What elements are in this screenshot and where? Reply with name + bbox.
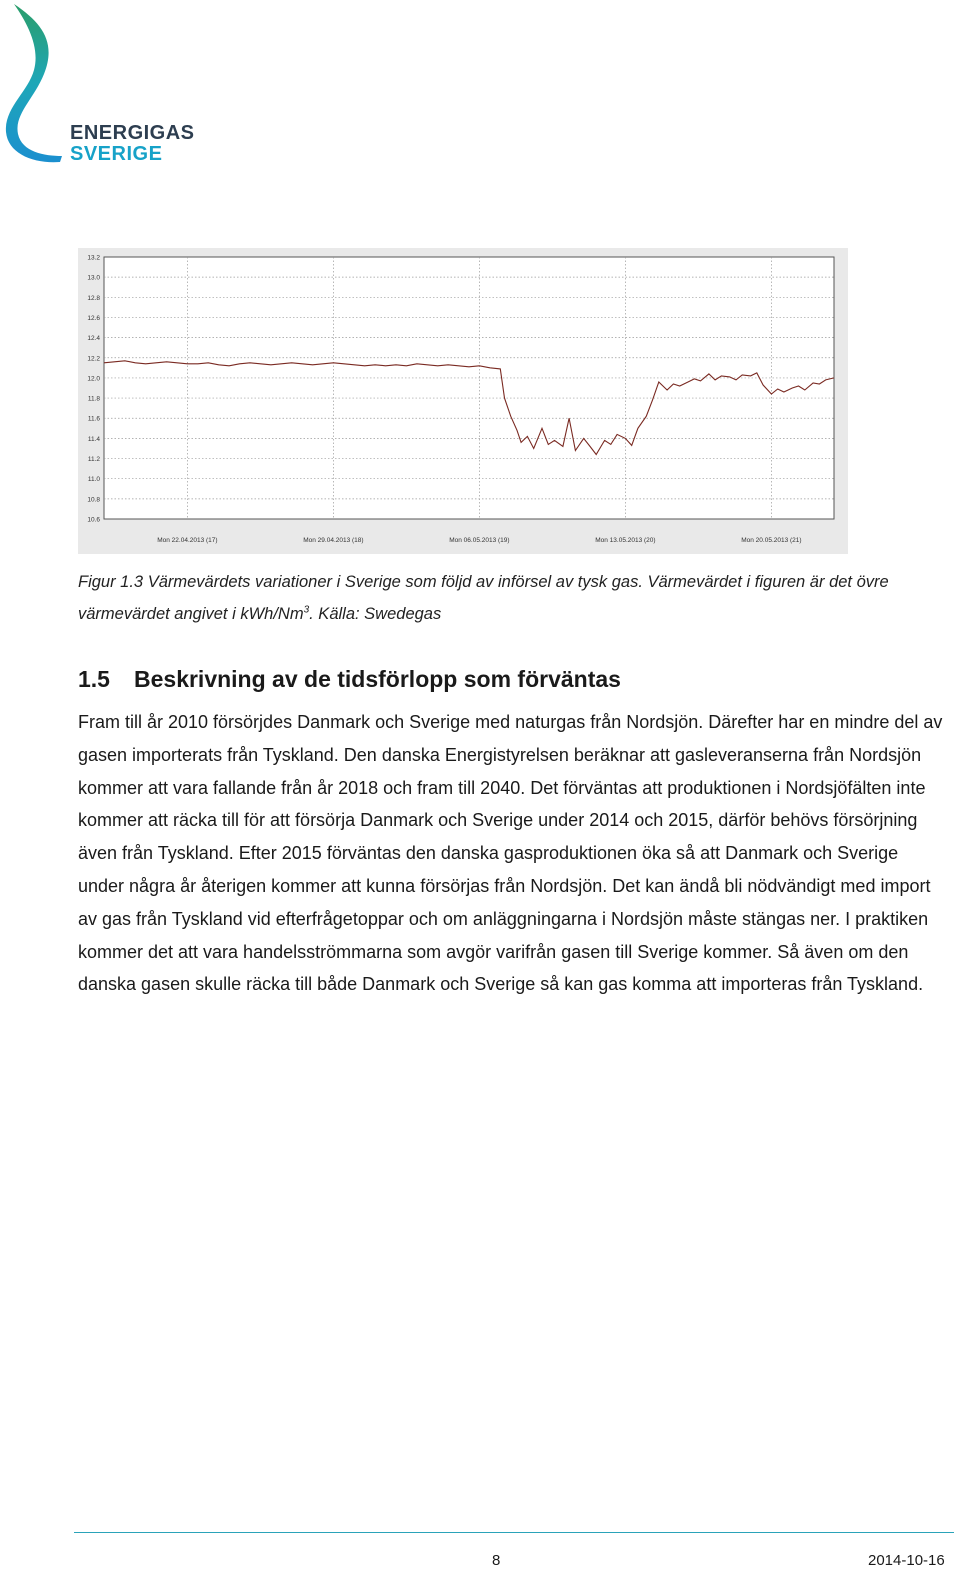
energigas-logo [4,4,194,164]
logo-text-sverige: SVERIGE [70,143,163,165]
y-tick-label: 11.2 [87,456,100,464]
y-tick-label: 11.6 [87,415,100,423]
caption-superscript: 3 [303,604,310,616]
y-tick-label: 12.8 [87,294,100,302]
y-tick-label: 11.4 [87,435,100,443]
calorific-value-chart [78,248,848,554]
y-tick-label: 10.6 [87,516,100,524]
x-tick-label: Mon 06.05.2013 (19) [449,537,510,544]
section-number: 1.5 [78,666,110,692]
plot-area [104,257,834,519]
y-tick-label: 12.2 [87,355,100,363]
body-paragraph: Fram till år 2010 försörjdes Danmark och Sverige med naturgas från Nordsjön. Därefter har en mindre del av gasen importerats från Tyskland. Den danska Energistyrelsen beräknar att gasleveranserna från Nordsjön kommer att vara fallande från år 2018 och fram till 2040. Det förväntas att produktionen i Nordsjöfälten inte kommer att räcka till för att försörja Danmark och Sverige under 2014 och 2015, därför behövs försörjning även från Tyskland. Efter 2015 förväntas den danska gasproduktionen öka så att Danmark och Sverige under några år återigen kommer att kunna försörjas från Nordsjön. Det kan ändå bli nödvändigt med import av gas från Tyskland vid efterfrågetoppar och om anläggningarna i Nordsjön måste stängas ner. I praktiken kommer det att vara handelsströmmarna som avgör varifrån gasen till Sverige kommer. Så även om den danska gasen skulle räcka till både Danmark och Sverige så kan gas komma att importeras från Tyskland. [78,712,943,995]
x-tick-label: Mon 22.04.2013 (17) [157,537,218,544]
y-tick-label: 11.0 [87,476,100,484]
figure-caption [78,566,938,630]
page-number: 8 [492,1552,501,1569]
y-tick-label: 10.8 [87,496,100,504]
caption-main: Figur 1.3 Värmevärdets variationer i Sverige som följd av införsel av tysk gas. Värmevärdet i figuren är det övre värmevärdet angivet i kWh/Nm [78,573,889,623]
section-heading [78,666,621,693]
x-tick-label: Mon 13.05.2013 (20) [595,537,656,544]
y-tick-label: 12.6 [87,314,100,322]
section-title: Beskrivning av de tidsförlopp som förväntas [134,666,621,692]
x-tick-label: Mon 20.05.2013 (21) [741,537,802,544]
y-tick-label: 13.2 [87,254,100,262]
footer-divider [74,1532,954,1533]
logo-text-energigas: ENERGIGAS [70,122,195,144]
y-tick-label: 11.8 [87,395,100,403]
logo-swoosh-icon [4,4,74,164]
y-tick-label: 12.4 [87,335,100,343]
footer-date: 2014-10-16 [868,1552,945,1569]
y-tick-label: 13.0 [87,274,100,282]
y-tick-label: 12.0 [87,375,100,383]
caption-tail: . Källa: Swedegas [309,605,442,623]
x-tick-label: Mon 29.04.2013 (18) [303,537,364,544]
chart-figure [78,248,848,554]
